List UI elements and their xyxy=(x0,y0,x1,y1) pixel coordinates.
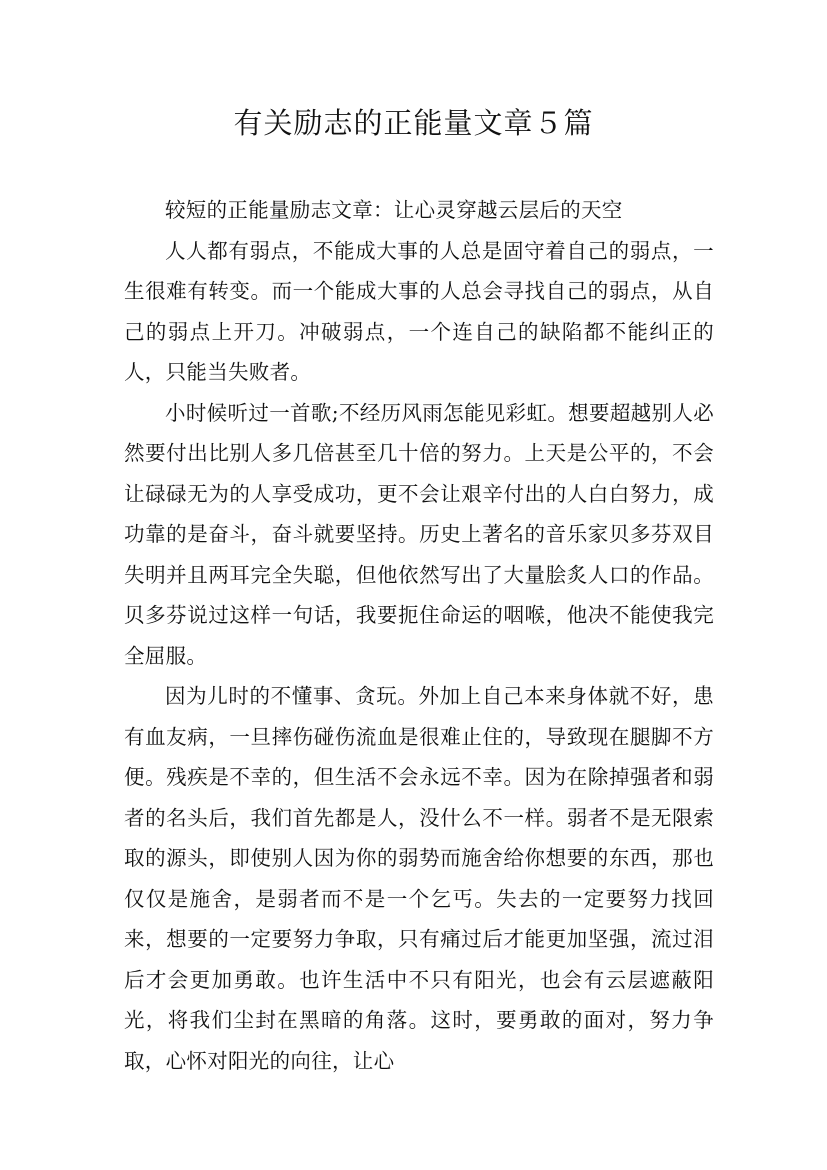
body-paragraph: 因为儿时的不懂事、贪玩。外加上自己本来身体就不好，患有血友病，一旦摔伤碰伤流血是很难止住的，导致现在腿脚不方便。残疾是不幸的，但生活不会永远不幸。因为在除掉强者和弱者的名头后，我们首先都是人，没什么不一样。弱者不是无限索取的源头，即使别人因为你的弱势而施舍给你想要的东西，那也仅仅是施舍，是弱者而不是一个乞丐。失去的一定要努力找回来，想要的一定要努力争取，只有痛过后才能更加坚强，流过泪后才会更加勇敢。也许生活中不只有阳光，也会有云层遮蔽阳光，将我们尘封在黑暗的角落。这时，要勇敢的面对，努力争取，心怀对阳光的向往，让心 xyxy=(124,684,714,1073)
body-paragraph: 人人都有弱点，不能成大事的人总是固守着自己的弱点，一生很难有转变。而一个能成大事的人总会寻找自己的弱点，从自己的弱点上开刀。冲破弱点，一个连自己的缺陷都不能纠正的人，只能当失败者。 xyxy=(124,238,714,384)
body-paragraph: 小时候听过一首歌;不经历风雨怎能见彩虹。想要超越别人必然要付出比别人多几倍甚至几十倍的努力。上天是公平的，不会让碌碌无为的人享受成功，更不会让艰辛付出的人白白努力，成功靠的是奋斗，奋斗就要坚持。历史上著名的音乐家贝多芬双目失明并且两耳完全失聪，但他依然写出了大量脍炙人口的作品。贝多芬说过这样一句话，我要扼住命运的咽喉，他决不能使我完全屈服。 xyxy=(124,400,714,668)
document-title: 有关励志的正能量文章５篇 xyxy=(233,106,594,140)
document-body xyxy=(124,190,714,1081)
subtitle-paragraph: 较短的正能量励志文章：让心灵穿越云层后的天空 xyxy=(165,198,623,222)
